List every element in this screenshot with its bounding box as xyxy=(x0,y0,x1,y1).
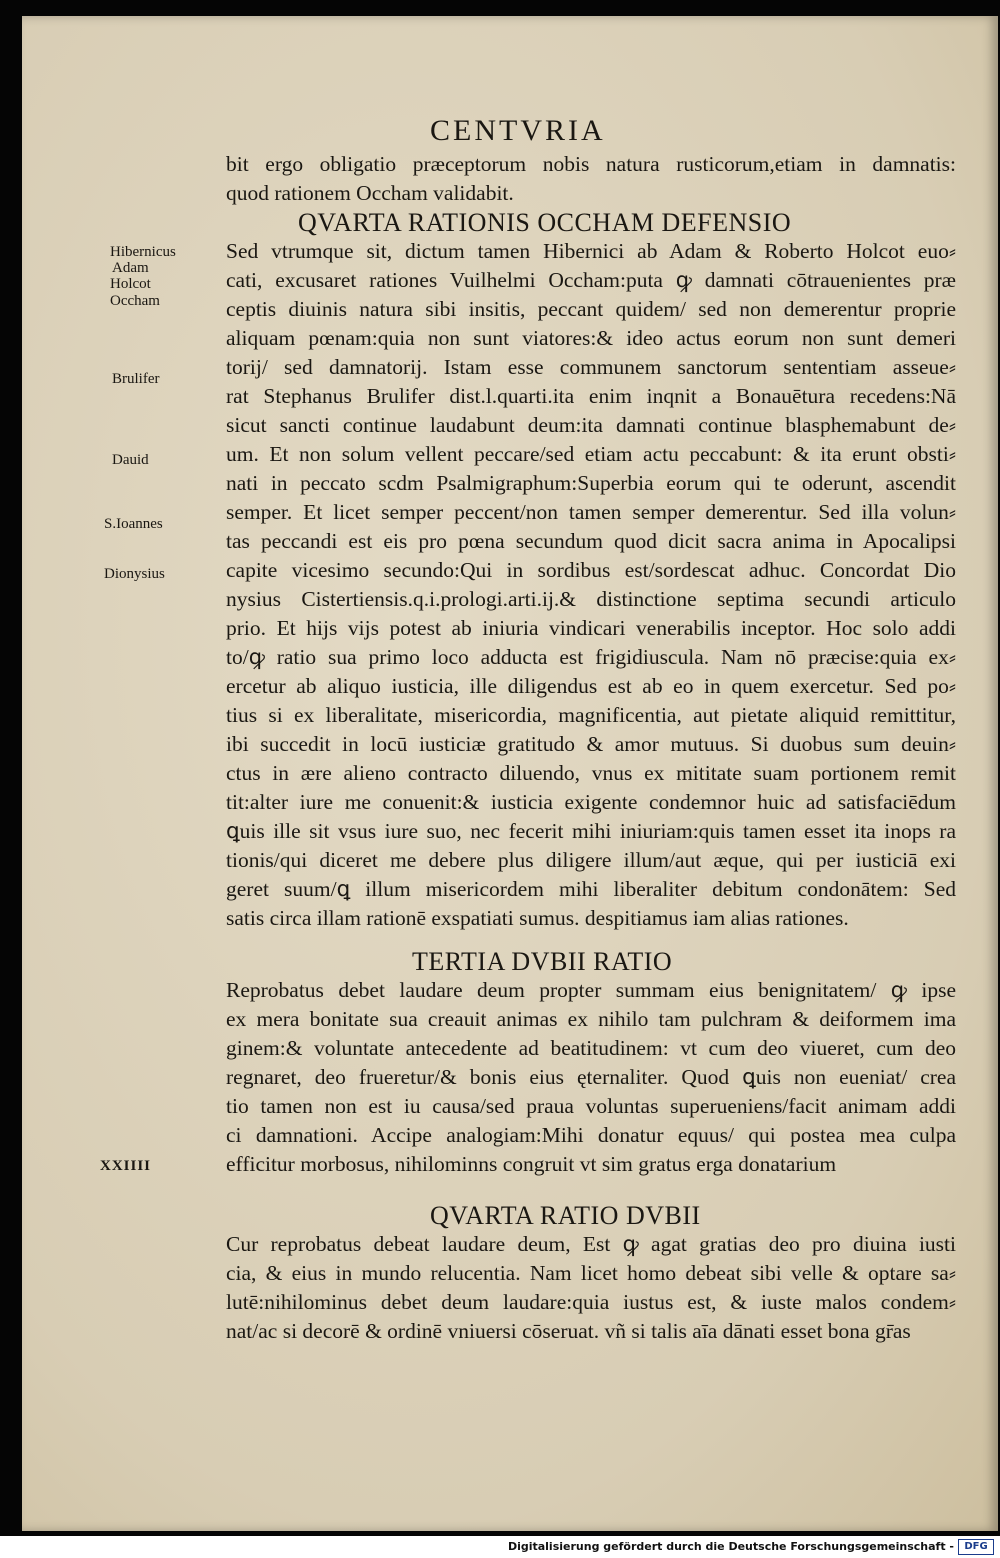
text-line: nysius Cistertiensis.q.i.prologi.arti.ij.& distinctione septima secundi articulo xyxy=(226,587,956,611)
text-line: um. Et non solum vellent peccare/sed etiam actu peccabunt: & ita erunt obsti⸗ xyxy=(226,442,956,466)
text-line: prio. Et hijs vijs potest ab iniuria vindicari venerabilis inceptor. Hoc solo addi xyxy=(226,616,956,640)
section-heading-tertia-dubii: TERTIA DVBII RATIO xyxy=(412,947,673,976)
section-heading-quarta-dubii: QVARTA RATIO DVBII xyxy=(430,1201,701,1230)
digitization-footer xyxy=(0,1536,1000,1558)
text-line: ꝗuis ille sit vsus iure suo, nec fecerit mihi iniuriam:quis tamen esset ita inops ra xyxy=(226,819,956,843)
text-line: geret suum/ꝗ illum misericordem mihi liberaliter debitum condonātem: Sed xyxy=(226,877,956,901)
text-line: satis circa illam rationē exspatiati sumus. despitiamus iam alias rationes. xyxy=(226,906,849,930)
text-line: ibi succedit in locū iusticiæ gratitudo & amor mutuus. Si duobus sum deuin⸗ xyxy=(226,732,956,756)
text-line: tius si ex liberalitate, misericordia, magnificentia, aut pietate aliquid remittitur, xyxy=(226,703,956,727)
text-line: nat/ac si decorē & ordinē vniuersi cōseruat. vñ si talis aīa dānati esset bona gr̄as xyxy=(226,1319,911,1343)
main-text xyxy=(226,150,956,1346)
text-line: Sed vtrumque sit, dictum tamen Hibernici ab Adam & Roberto Holcot euo⸗ xyxy=(226,239,956,263)
text-line: ginem:& voluntate antecedente ad beatitudinem: vt cum deo viueret, cum deo xyxy=(226,1036,956,1060)
text-line: sicut sancti continue laudabunt deum:ita damnati continue blasphemabunt de⸗ xyxy=(226,413,956,437)
text-line: quod rationem Occham validabit. xyxy=(226,181,514,205)
margin-note-brulifer: Brulifer xyxy=(112,371,160,387)
text-line: ctus in ære alieno contracto diluendo, vnus ex mititate suam portionem remit xyxy=(226,761,956,785)
text-line: ci damnationi. Accipe analogiam:Mihi donatur equus/ qui postea mea culpa xyxy=(226,1123,956,1147)
text-line: ercetur ab aliquo iusticia, ille diligendus est ab eo in quem exercetur. Sed po⸗ xyxy=(226,674,956,698)
text-line: tio tamen non est iu causa/sed praua voluntas superueniens/facit animam addi xyxy=(226,1094,956,1118)
margin-note-dionysius: Dionysius xyxy=(104,566,165,582)
text-line: torij/ sed damnatorij. Istam esse communem sanctorum sententiam asseue⸗ xyxy=(226,355,956,379)
margin-note-dauid: Dauid xyxy=(112,452,149,468)
text-line: semper. Et licet semper peccent/non tamen semper demerentur. Sed illa volun⸗ xyxy=(226,500,956,524)
folio-number: XXIIII xyxy=(100,1158,152,1174)
text-line: efficitur morbosus, nihilominns congruit vt sim gratus erga donatarium xyxy=(226,1152,837,1176)
text-line: rat Stephanus Brulifer dist.l.quarti.ita enim inqnit a Bonauētura recedens:Nā xyxy=(226,384,956,408)
text-line: tionis/qui diceret me debere plus diligere illum/aut æque, qui per iusticiā exi xyxy=(226,848,956,872)
margin-note-occham: Occham xyxy=(110,293,160,309)
text-line: capite vicesimo secundo:Qui in sordibus est/sordescat adhuc. Concordat Dio xyxy=(226,558,956,582)
text-line: aliquam pœnam:quia non sunt viatores:& ideo actus eorum non sunt demeri xyxy=(226,326,956,350)
text-line: nati in peccato scdm Psalmigraphum:Superbia eorum qui te oderunt, ascendit xyxy=(226,471,956,495)
running-head: CENTVRIA xyxy=(430,114,606,147)
text-line: tas peccandi est eis pro pœna secundum quod dicit sacra anima in Apocalipsi xyxy=(226,529,956,553)
section-heading-quarta-rationis: QVARTA RATIONIS OCCHAM DEFENSIO xyxy=(298,208,792,237)
text-line: Cur reprobatus debeat laudare deum, Est ꝙ agat gratias deo pro diuina iusti xyxy=(226,1232,956,1256)
text-line: cati, excusaret rationes Vuilhelmi Occham:puta ꝙ damnati cōtrauenientes præ xyxy=(226,268,956,292)
text-line: bit ergo obligatio præceptorum nobis natura rusticorum,etiam in damnatis: xyxy=(226,152,956,176)
footer-credit: Digitalisierung gefördert durch die Deutsche Forschungsgemeinschaft - xyxy=(507,1540,954,1553)
text-line: cia, & eius in mundo relucentia. Nam licet homo debeat sibi velle & optare sa⸗ xyxy=(226,1261,956,1285)
text-line: ceptis diuinis natura sibi insitis, peccant quidem/ sed non demerentur proprie xyxy=(226,297,956,321)
text-line: ex mera bonitate sua creauit animas ex nihilo tam pulchram & deiformem ima xyxy=(226,1007,956,1031)
margin-note-hibernicus: Hibernicus xyxy=(110,244,176,260)
dfg-logo: DFG xyxy=(958,1539,994,1555)
text-line: to/ꝙ ratio sua primo loco adducta est frigidiuscula. Nam nō præcise:quia ex⸗ xyxy=(226,645,956,669)
margin-note-holcot: Holcot xyxy=(110,276,151,292)
text-line: Reprobatus debet laudare deum propter summam eius benignitatem/ ꝙ ipse xyxy=(226,978,956,1002)
text-line: tit:alter iure me conuenit:& iusticia exigente condemnor huic ad satisfaciēdum xyxy=(226,790,956,814)
text-line: lutē:nihilominus debet deum laudare:quia iustus est, & iuste malos condem⸗ xyxy=(226,1290,956,1314)
margin-note-adam: Adam xyxy=(112,260,149,276)
text-line: regnaret, deo frueretur/& bonis eius ęternaliter. Quod ꝗuis non eueniat/ crea xyxy=(226,1065,956,1089)
margin-note-sioannes: S.Ioannes xyxy=(104,516,163,532)
